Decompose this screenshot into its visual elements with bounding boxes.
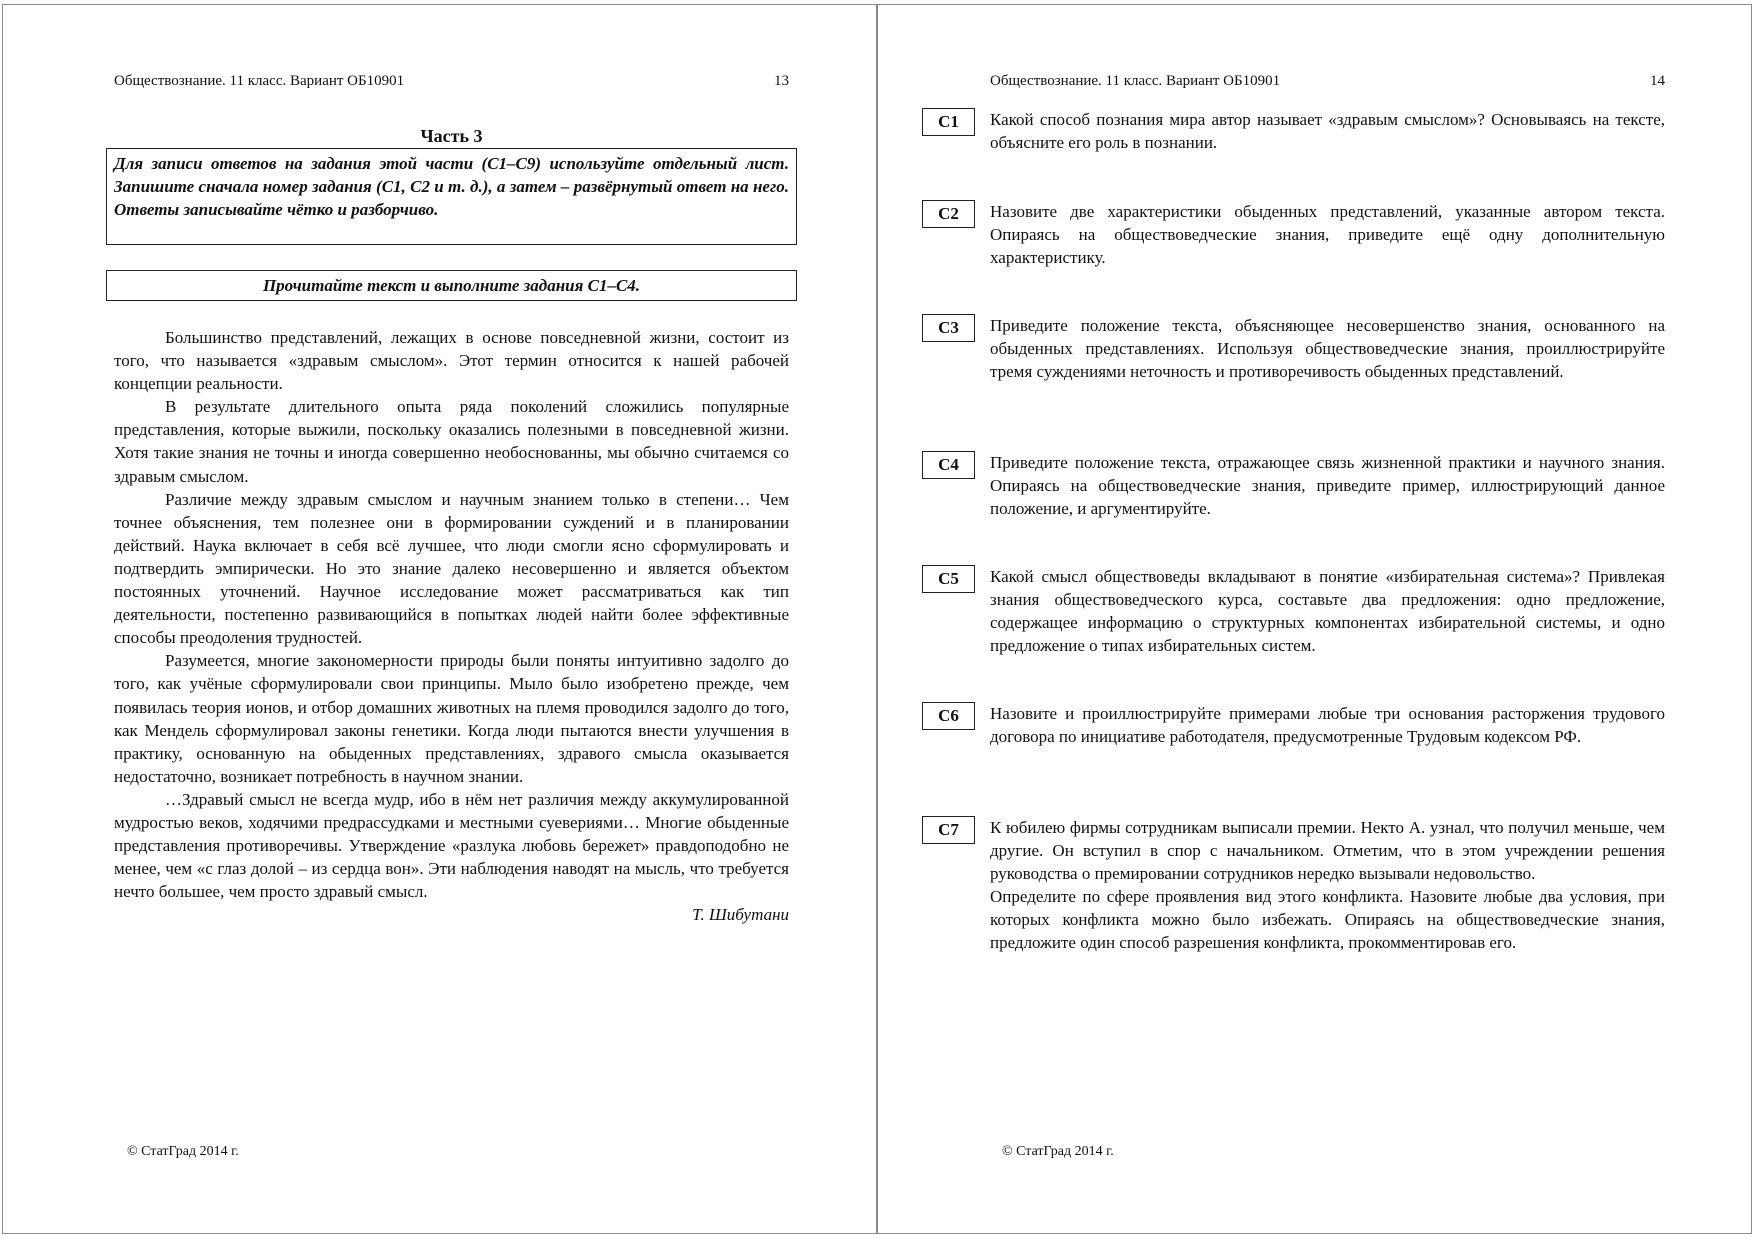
instructions-box: Для записи ответов на задания этой части (С1–С9) используйте отдельный лист. Запишите сначала номер задания (С1, С2 и т. д.), а затем – развёрнутый ответ на него. Ответы записывайте чётко и разборчиво. bbox=[106, 148, 797, 245]
text-paragraph: В результате длительного опыта ряда поколений сложились популярные представления, которые выжили, поскольку оказались полезными в повседневной жизни. Хотя такие знания не точны и иногда совершенно необоснованны, мы обычно считаемся со здравым смыслом. bbox=[114, 397, 789, 486]
page-13 bbox=[2, 4, 877, 1234]
task-question bbox=[990, 108, 1665, 154]
task-code: С3 bbox=[922, 314, 975, 342]
task-text: К юбилею фирмы сотрудникам выписали премии. Некто А. узнал, что получил меньше, чем другие. Он вступил в спор с начальником. Отметим, что в этом учреждении решения руководства о премировании сотрудников нередко вызывали недовольство. bbox=[990, 818, 1665, 884]
task-code: С7 bbox=[922, 816, 975, 844]
copyright-footer: © СтатГрад 2014 г. bbox=[1002, 1144, 1114, 1159]
text-paragraph: Большинство представлений, лежащих в основе повседневной жизни, состоит из того, что называется «здравым смыслом». Этот термин относится к нашей рабочей концепции реальности. bbox=[114, 328, 789, 394]
text-paragraph: Различие между здравым смыслом и научным знанием только в степени… Чем точнее объяснения, тем полезнее они в формировании суждений и в планировании действий. Наука включает в себя всё лучшее, что люди смогли ясно сформулировать и подтвердить эмпирически. Но это знание далеко несовершенно и является объектом постоянных уточнений. Научное исследование может рассматриваться как тип деятельности, постепенно развивающийся в попытках людей найти более эффективные способы преодоления трудностей. bbox=[114, 489, 789, 648]
source-text bbox=[114, 326, 789, 926]
running-header bbox=[114, 71, 789, 91]
task-code: С1 bbox=[922, 108, 975, 136]
task-question bbox=[990, 314, 1665, 383]
task-code: С6 bbox=[922, 702, 975, 730]
text-author: Т. Шибутани bbox=[692, 905, 789, 925]
page-14 bbox=[877, 4, 1752, 1234]
task-text: Какой смысл обществоведы вкладывают в понятие «избирательная система»? Привлекая знания обществоведческого курса, составьте два предложения: одно предложение, содержащее информацию о структурных компонентах избирательной системы, и одно предложение о типах избирательных систем. bbox=[990, 567, 1665, 656]
task-question bbox=[990, 816, 1665, 955]
header-title: Обществознание. 11 класс. Вариант ОБ10901 bbox=[990, 73, 1281, 89]
task-question bbox=[990, 702, 1665, 748]
page-number: 13 bbox=[774, 73, 789, 89]
running-header bbox=[990, 71, 1665, 91]
text-paragraph: Разумеется, многие закономерности природы были поняты интуитивно задолго до того, как учёные сформулировали свои принципы. Мыло было изобретено прежде, чем появилась теория ионов, и отбор домашних животных на племя проводился задолго до того, как Мендель сформулировал законы генетики. Когда люди пытаются внести улучшения в практику, основанную на обыденных представлениях, здравого смысла оказывается недостаточно, возникает потребность в научном знании. bbox=[114, 651, 789, 786]
task-text: Назовите две характеристики обыденных представлений, указанные автором текста. Опираясь на обществоведческие знания, приведите ещё одну дополнительную характеристику. bbox=[990, 202, 1665, 268]
task-code: С2 bbox=[922, 200, 975, 228]
task-code: С5 bbox=[922, 565, 975, 593]
task-text: Какой способ познания мира автор называет «здравым смыслом»? Основываясь на тексте, объясните его роль в познании. bbox=[990, 110, 1665, 153]
task-question bbox=[990, 451, 1665, 520]
header-title: Обществознание. 11 класс. Вариант ОБ10901 bbox=[114, 73, 405, 89]
task-question bbox=[990, 565, 1665, 657]
task-text: Приведите положение текста, отражающее связь жизненной практики и научного знания. Опираясь на обществоведческие знания, приведите пример, иллюстрирующий данное положение, и аргументируйте. bbox=[990, 453, 1665, 519]
part-title: Часть 3 bbox=[420, 126, 483, 146]
read-prompt-box: Прочитайте текст и выполните задания С1–С4. bbox=[106, 270, 797, 301]
page-number: 14 bbox=[1650, 73, 1665, 89]
task-question bbox=[990, 200, 1665, 269]
task-text: Назовите и проиллюстрируйте примерами любые три основания расторжения трудового договора по инициативе работодателя, предусмотренные Трудовым кодексом РФ. bbox=[990, 704, 1665, 747]
text-paragraph: …Здравый смысл не всегда мудр, ибо в нём нет различия между аккумулированной мудростью веков, ходячими предрассудками и местными суевериями… Многие обыденные представления противоречивы. Утверждение «разлука любовь бережет» правдоподобно не менее, чем «с глаз долой – из сердца вон». Эти наблюдения наводят на мысль, что требуется нечто большее, чем просто здравый смысл. bbox=[114, 789, 789, 902]
task-text: Определите по сфере проявления вид этого конфликта. Назовите любые два условия, при которых конфликта можно было избежать. Опираясь на обществоведческие знания, предложите один способ разрешения конфликта, прокомментировав его. bbox=[990, 887, 1665, 953]
copyright-footer: © СтатГрад 2014 г. bbox=[127, 1144, 239, 1159]
task-code: С4 bbox=[922, 451, 975, 479]
task-text: Приведите положение текста, объясняющее несовершенство знания, основанного на обыденных представлениях. Используя обществоведческие знания, проиллюстрируйте тремя суждениями неточность и противоречивость обыденных представлений. bbox=[990, 316, 1665, 382]
